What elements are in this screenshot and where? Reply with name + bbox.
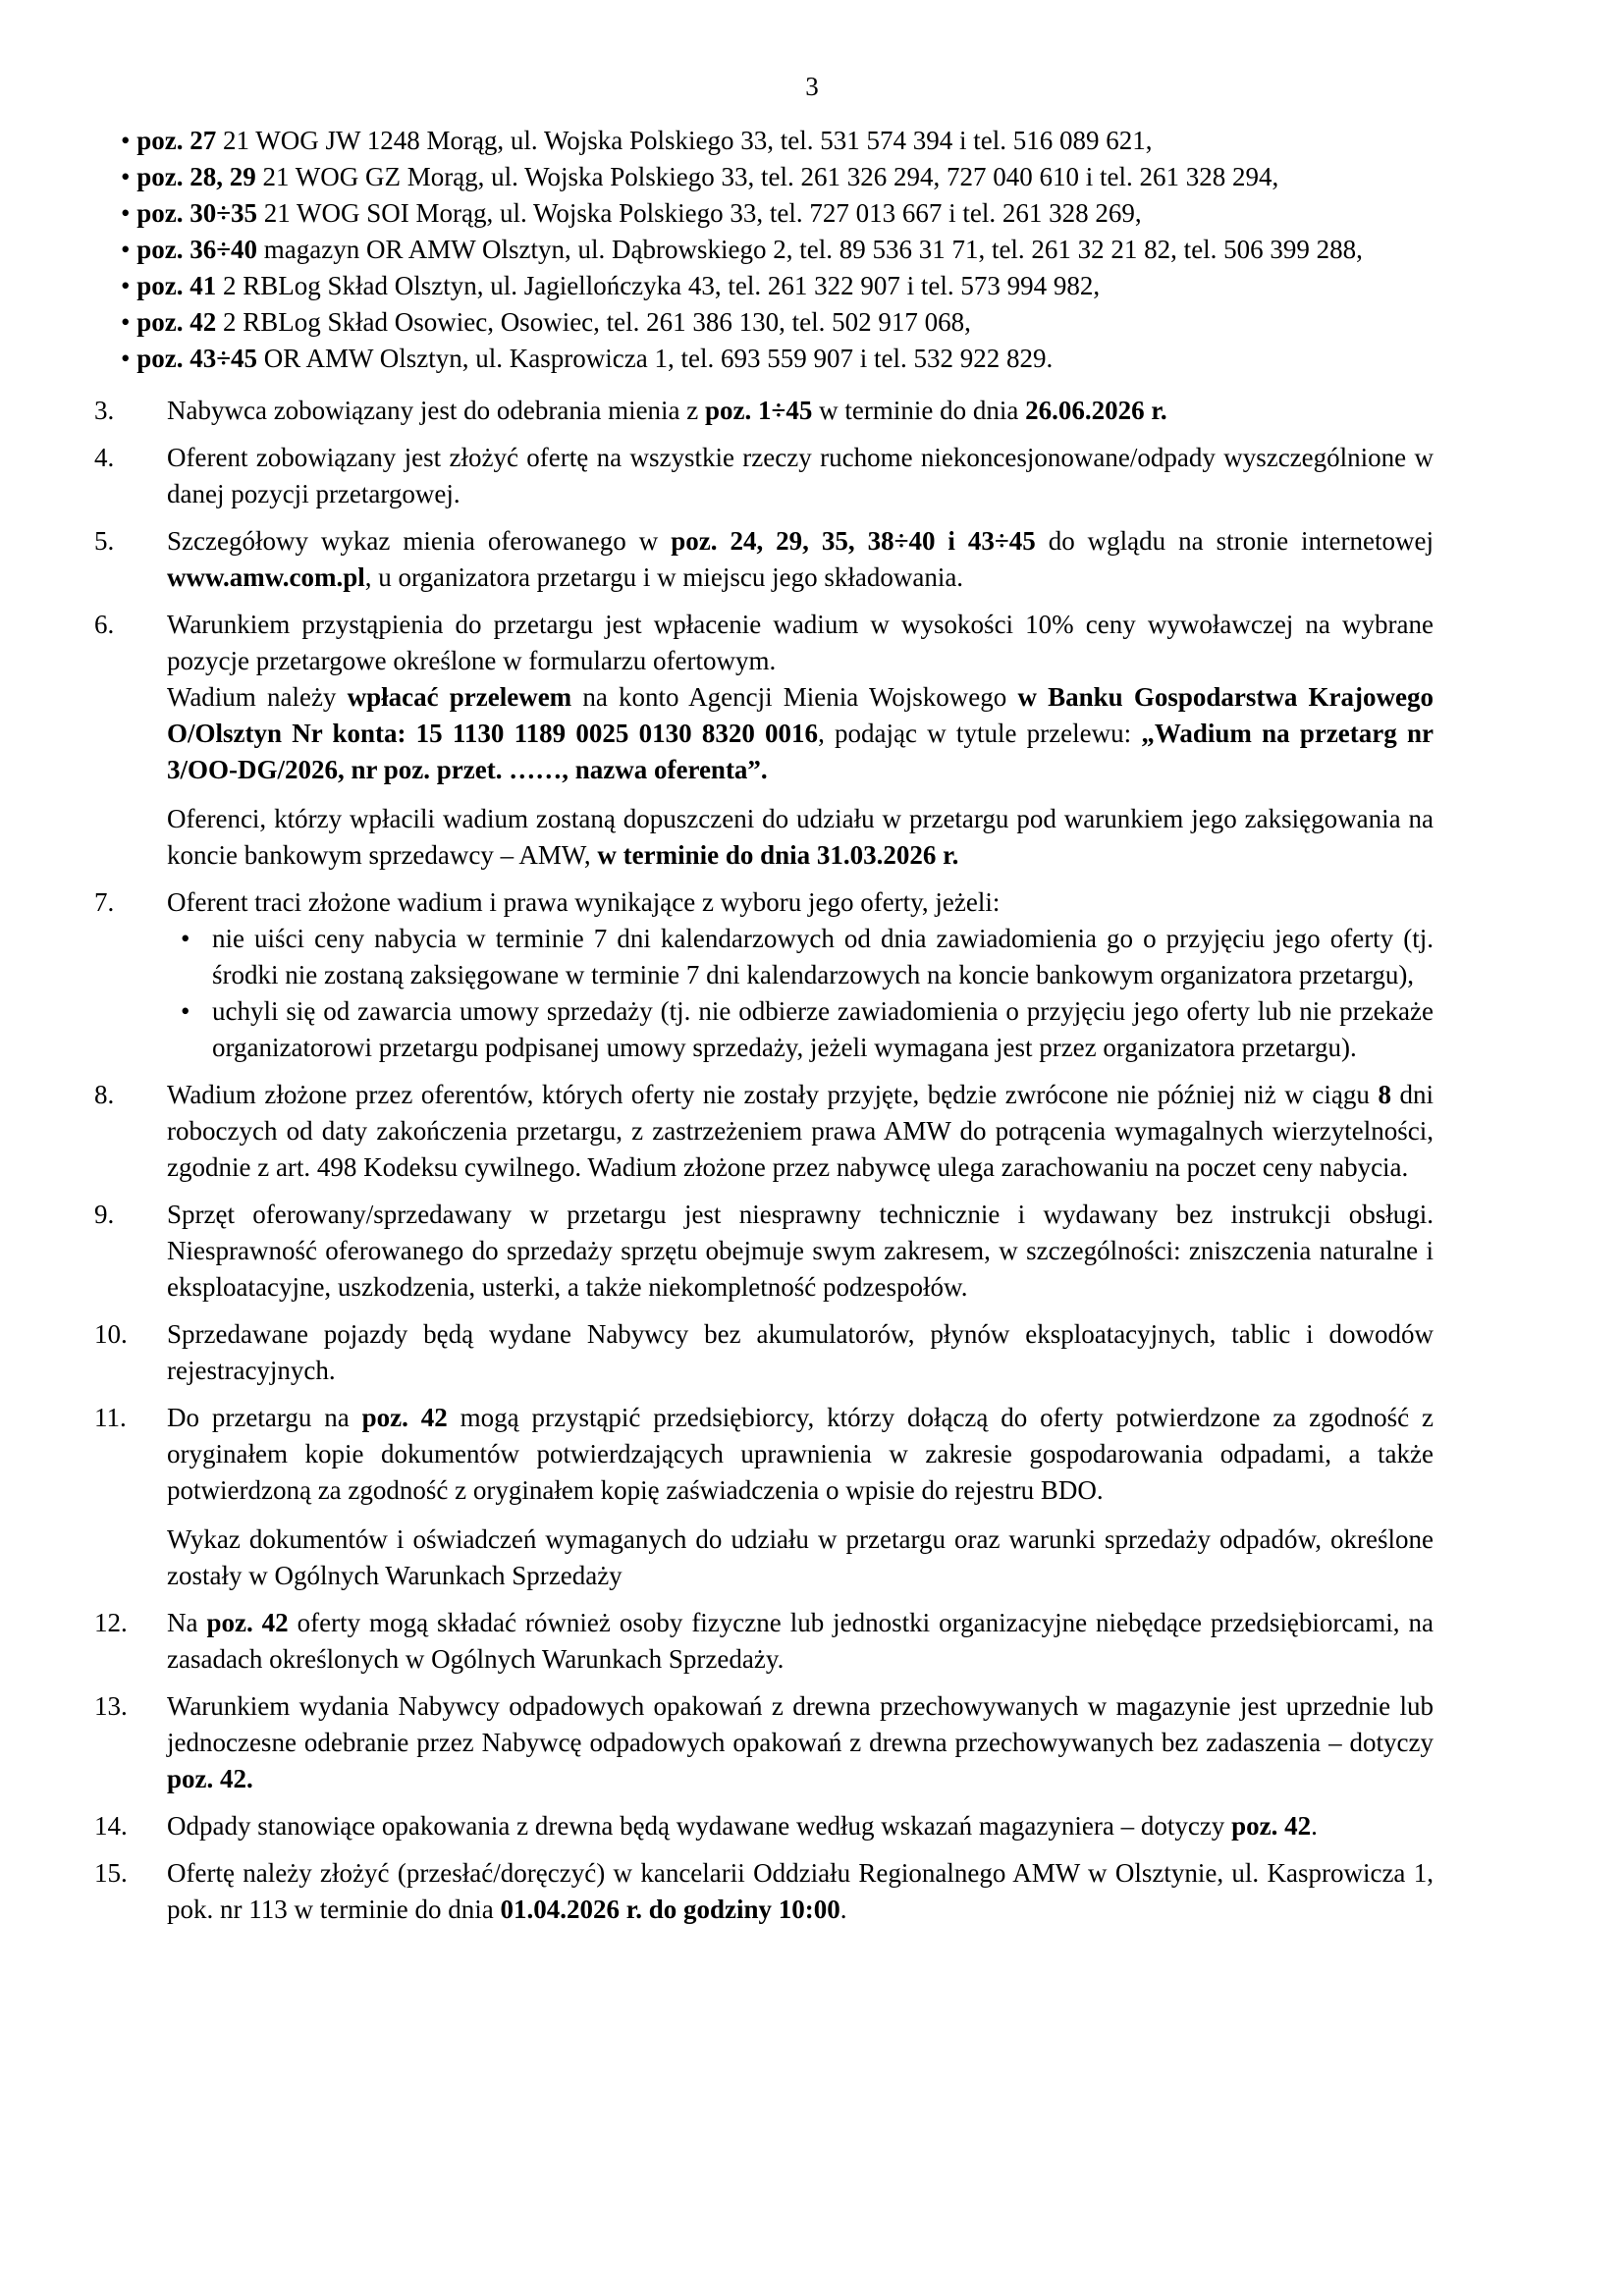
text-run: 21 WOG SOI Morąg, ul. Wojska Polskiego 33, tel. 727 013 667 i tel. 261 328 269, [257, 198, 1142, 228]
item-number: 5. [94, 526, 115, 556]
text-run: nie uiści ceny nabycia w terminie 7 dni kalendarzowych od dnia zawiadomienia go o przyjęciu jego oferty (tj. środki nie zostaną zaksięgowane w terminie 7 dni kalendarzowych na koncie bankowym organizatora przetargu), [212, 924, 1434, 989]
text-run: Warunkiem wydania Nabywcy odpadowych opakowań z drewna przechowywanych w magazynie jest uprzednie lub jednoczesne odebranie przez Nabywcę odpadowych opakowań z drewna przechowywanych bez zadaszenia – dotyczy [167, 1691, 1434, 1757]
bold-text: poz. 30÷35 [136, 198, 258, 228]
text-run: • [121, 344, 137, 373]
text-run: Ofertę należy złożyć (przesłać/doręczyć) w kancelarii Oddziału Regionalnego AMW w Olsztynie, ul. Kasprowicza 1, pok. nr 113 w terminie do dnia [167, 1858, 1434, 1924]
text-run: Wykaz dokumentów i oświadczeń wymaganych do udziału w przetargu oraz warunki sprzedaży odpadów, określone zostały w Ogólnych Warunkach Sprzedaży [167, 1524, 1434, 1590]
item-number: 3. [94, 396, 115, 425]
item-number: 13. [94, 1691, 128, 1721]
paragraph [167, 1197, 1434, 1306]
item-body [167, 1077, 1434, 1186]
text-run: • [121, 126, 137, 155]
bold-text: 26.06.2026 r. [1025, 396, 1167, 425]
text-run: magazyn OR AMW Olsztyn, ul. Dąbrowskiego 2, tel. 89 536 31 71, tel. 261 32 21 82, tel. 506 399 288, [257, 235, 1363, 264]
item-number: 8. [94, 1080, 115, 1109]
text-run: 2 RBLog Skład Olsztyn, ul. Jagiellończyka 43, tel. 261 322 907 i tel. 573 994 982, [216, 271, 1101, 300]
paragraph [167, 679, 1434, 788]
bold-text: poz. 36÷40 [136, 235, 258, 264]
item-body [167, 1605, 1434, 1678]
item-body [167, 523, 1434, 596]
location-item [121, 123, 1434, 159]
bold-text: poz. 42 [136, 307, 217, 337]
item-body [167, 1688, 1434, 1797]
text-run: mogą przystąpić przedsiębiorcy, którzy dołączą do oferty potwierdzone za zgodność z oryginałem kopie dokumentów potwierdzających uprawnienia w zakresie gospodarowania odpadami, a także potwierdzoną za zgodność z oryginałem kopię zaświadczenia o wpisie do rejestru BDO. [167, 1403, 1435, 1505]
paragraph [167, 1316, 1434, 1389]
bold-text: poz. 27 [136, 126, 217, 155]
text-run: 21 WOG JW 1248 Morąg, ul. Wojska Polskiego 33, tel. 531 574 394 i tel. 516 089 621, [216, 126, 1153, 155]
text-run: oferty mogą składać również osoby fizyczne lub jednostki organizacyjne niebędące przedsiębiorcami, na zasadach określonych w Ogólnych Warunkach Sprzedaży. [167, 1608, 1435, 1674]
item-body [167, 440, 1434, 512]
text-run: uchyli się od zawarcia umowy sprzedaży (tj. nie odbierze zawiadomienia o przyjęciu jego oferty lub nie przekaże organizatorowi przetargu podpisanej umowy sprzedaży, jeżeli wymagana jest przez organizatora przetargu). [212, 996, 1434, 1062]
text-run: Sprzedawane pojazdy będą wydane Nabywcy bez akumulatorów, płynów eksploatacyjnych, tablic i dowodów rejestracyjnych. [167, 1319, 1434, 1385]
location-bullet-list [121, 123, 1434, 377]
numbered-item [94, 884, 1434, 1066]
bold-text: 01.04.2026 r. do godziny 10:00 [500, 1895, 840, 1924]
item-body [167, 1400, 1434, 1594]
bold-text: 8 [1378, 1080, 1391, 1109]
item-body [167, 1316, 1434, 1389]
location-item [121, 232, 1434, 268]
bold-text: w terminie do dnia 31.03.2026 r. [597, 840, 959, 870]
text-run: Warunkiem przystąpienia do przetargu jest wpłacenie wadium w wysokości 10% ceny wywoławczej na wybrane pozycje przetargowe określone w formularzu ofertowym. [167, 610, 1434, 675]
text-run: Oferent zobowiązany jest złożyć ofertę na wszystkie rzeczy ruchome niekoncesjonowane/odpady wyszczególnione w danej pozycji przetargowej. [167, 443, 1434, 508]
item-number: 12. [94, 1608, 128, 1637]
numbered-item [94, 1316, 1434, 1389]
text-run: Do przetargu na [167, 1403, 362, 1432]
location-item [121, 268, 1434, 304]
numbered-item [94, 607, 1434, 874]
bullet-icon: • [181, 924, 190, 953]
text-run: • [121, 307, 137, 337]
item-number: 10. [94, 1319, 128, 1349]
bold-text: poz. 42 [206, 1608, 289, 1637]
text-run: dni roboczych od daty zakończenia przetargu, z zastrzeżeniem prawa AMW do potrącenia wymagalnych wierzytelności, zgodnie z art. 498 Kodeksu cywilnego. Wadium złożone przez nabywcę ulega zarachowaniu na poczet ceny nabycia. [167, 1080, 1434, 1182]
numbered-item [94, 1197, 1434, 1306]
text-run: Oferenci, którzy wpłacili wadium zostaną dopuszczeni do udziału w przetargu pod warunkiem jego zaksięgowania na koncie bankowym sprzedawcy – AMW, [167, 804, 1434, 870]
paragraph [167, 1688, 1434, 1797]
text-run: Oferent traci złożone wadium i prawa wynikające z wyboru jego oferty, jeżeli: [167, 887, 1001, 917]
text-run: . [839, 1895, 847, 1924]
text-run: na konto Agencji Mienia Wojskowego [571, 682, 1018, 712]
text-run: , u organizatora przetargu i w miejscu jego składowania. [364, 562, 964, 592]
text-run: Sprzęt oferowany/sprzedawany w przetargu jest niesprawny technicznie i wydawany bez instrukcji obsługi. Niesprawność oferowanego do sprzedaży sprzętu obejmuje swym zakresem, w szczególności: zniszczenia naturalne i eksploatacyjne, uszkodzenia, usterki, a także niekompletność podzespołów. [167, 1200, 1434, 1302]
item-number: 7. [94, 887, 115, 917]
sub-bullet-item [167, 921, 1434, 993]
text-run: 21 WOG GZ Morąg, ul. Wojska Polskiego 33, tel. 261 326 294, 727 040 610 i tel. 261 328 294, [255, 162, 1279, 191]
numbered-item [94, 1855, 1434, 1928]
numbered-item [94, 523, 1434, 596]
bold-text: poz. 42 [1231, 1811, 1312, 1841]
bold-text: poz. 41 [136, 271, 217, 300]
paragraph [167, 440, 1434, 512]
numbered-item [94, 1077, 1434, 1186]
text-run: Odpady stanowiące opakowania z drewna będą wydawane według wskazań magazyniera – dotyczy [167, 1811, 1232, 1841]
bold-text: poz. 28, 29 [136, 162, 256, 191]
item-body [167, 607, 1434, 874]
bold-text: „Wadium na przetarg nr 3/OO-DG/2026, nr poz. przet. ……, nazwa oferenta”. [167, 719, 1434, 784]
bold-text: www.amw.com.pl [167, 562, 365, 592]
text-run: • [121, 271, 137, 300]
numbered-item [94, 1688, 1434, 1797]
paragraph [167, 1855, 1434, 1928]
item-number: 9. [94, 1200, 115, 1229]
location-item [121, 195, 1434, 232]
bold-text: poz. 24, 29, 35, 38÷40 i 43÷45 [671, 526, 1036, 556]
text-run: Wadium złożone przez oferentów, których oferty nie zostały przyjęte, będzie zwrócone nie później niż w ciągu [167, 1080, 1379, 1109]
paragraph [167, 607, 1434, 679]
paragraph [167, 884, 1434, 921]
text-run: Nabywca zobowiązany jest do odebrania mienia z [167, 396, 706, 425]
paragraph [167, 1077, 1434, 1186]
numbered-item [94, 1605, 1434, 1678]
bold-text: wpłacać przelewem [347, 682, 572, 712]
paragraph [167, 523, 1434, 596]
paragraph [167, 393, 1434, 429]
item-number: 11. [94, 1403, 127, 1432]
numbered-item [94, 440, 1434, 512]
bold-text: poz. 1÷45 [705, 396, 813, 425]
bold-text: poz. 42 [361, 1403, 448, 1432]
paragraph [167, 1808, 1434, 1844]
text-run: • [121, 235, 137, 264]
text-run: • [121, 162, 137, 191]
text-run: OR AMW Olsztyn, ul. Kasprowicza 1, tel. 693 559 907 i tel. 532 922 829. [257, 344, 1054, 373]
location-item [121, 304, 1434, 341]
location-item [121, 341, 1434, 377]
paragraph [167, 1400, 1434, 1509]
location-item [121, 159, 1434, 195]
page-number: 3 [805, 72, 819, 101]
text-run: do wglądu na stronie internetowej [1035, 526, 1435, 556]
text-run: w terminie do dnia [812, 396, 1026, 425]
text-run: • [121, 198, 137, 228]
item-body [167, 393, 1434, 429]
text-run: 2 RBLog Skład Osowiec, Osowiec, tel. 261 386 130, tel. 502 917 068, [216, 307, 971, 337]
paragraph [167, 801, 1434, 874]
numbered-item [94, 393, 1434, 429]
item-body [167, 1197, 1434, 1306]
text-run: . [1311, 1811, 1318, 1841]
item-number: 14. [94, 1811, 128, 1841]
numbered-list [94, 393, 1434, 1928]
text-run: Na [167, 1608, 207, 1637]
bold-text: poz. 42. [167, 1764, 253, 1793]
text-run: Wadium należy [167, 682, 348, 712]
bold-text: w Banku Gospodarstwa Krajowego O/Olsztyn Nr konta: 15 1130 1189 0025 0130 8320 0016 [167, 682, 1434, 748]
item-body [167, 1808, 1434, 1844]
text-run: Szczegółowy wykaz mienia oferowanego w [167, 526, 672, 556]
sub-bullet-item [167, 993, 1434, 1066]
item-number: 15. [94, 1858, 128, 1888]
bold-text: poz. 43÷45 [136, 344, 258, 373]
item-body [167, 1855, 1434, 1928]
numbered-item [94, 1808, 1434, 1844]
paragraph [167, 1522, 1434, 1594]
item-number: 4. [94, 443, 115, 472]
paragraph [167, 1605, 1434, 1678]
item-number: 6. [94, 610, 115, 639]
bullet-icon: • [181, 996, 190, 1026]
text-run: , podając w tytule przelewu: [818, 719, 1142, 748]
item-body [167, 884, 1434, 1066]
numbered-item [94, 1400, 1434, 1594]
